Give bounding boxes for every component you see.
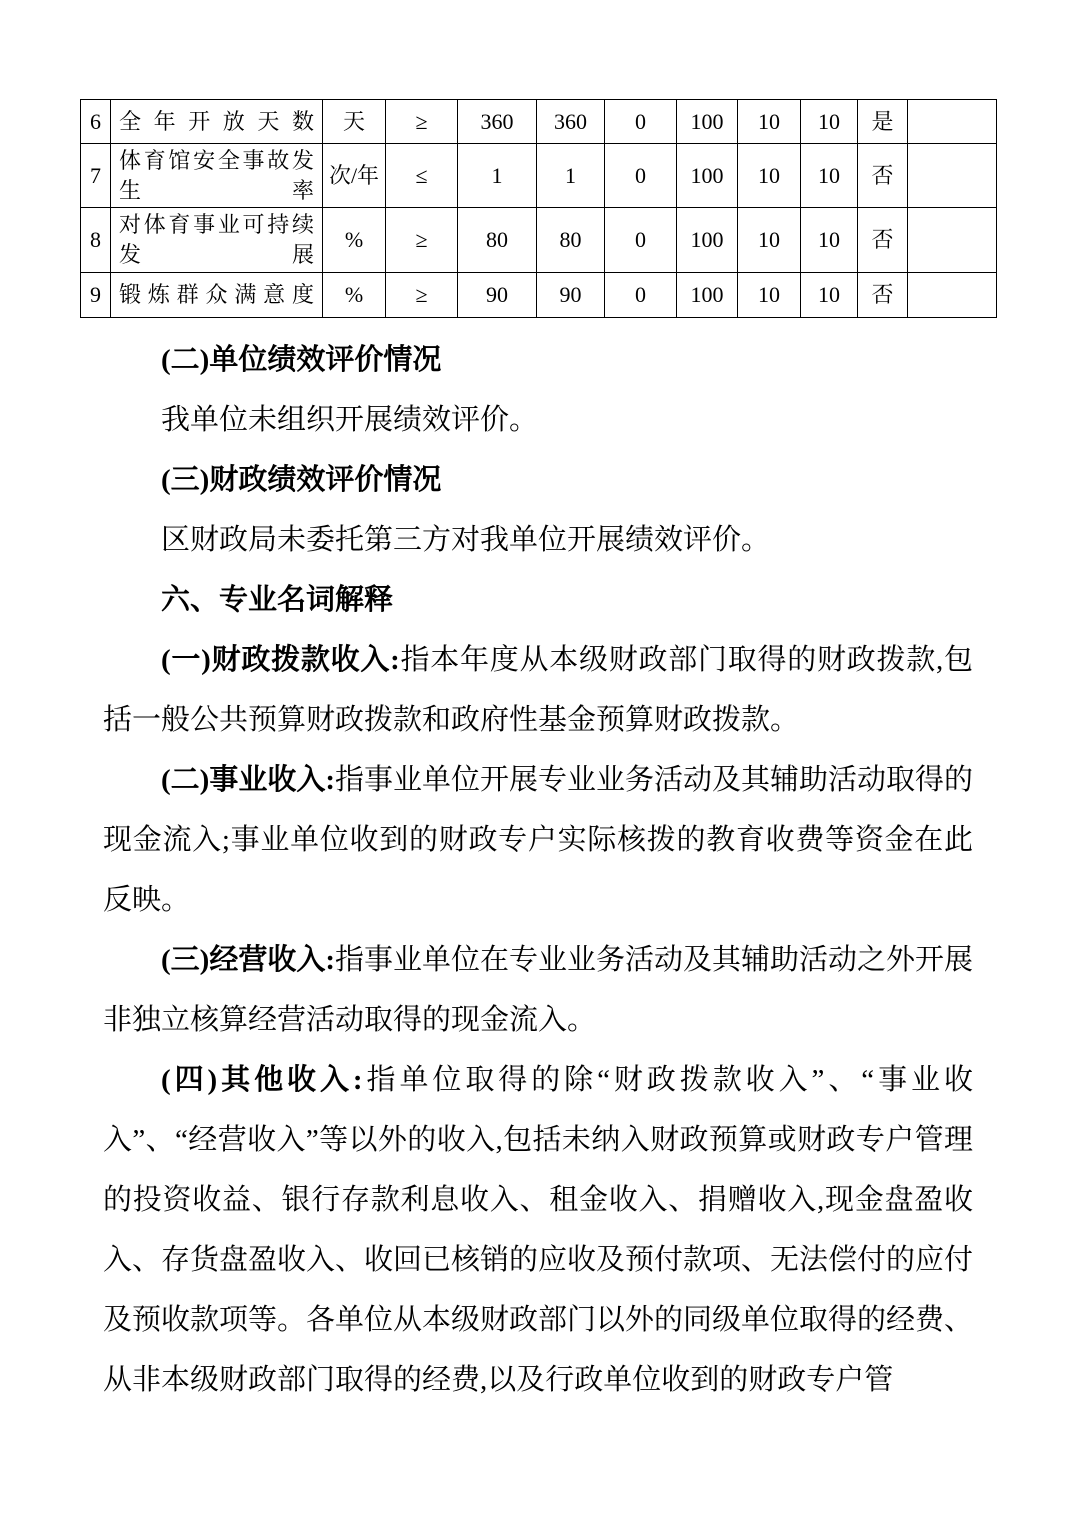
heading-text: (三)财政绩效评价情况: [161, 464, 442, 496]
indicator-value-cell: 360: [537, 100, 605, 144]
indicator-value-cell: 10: [801, 100, 858, 144]
paragraph-lead: (三)经营收入:: [161, 944, 335, 976]
indicator-value-cell: 10: [738, 100, 801, 144]
indicator-value-cell: 0: [605, 100, 677, 144]
paragraph-lead: (四)其他收入:: [161, 1064, 363, 1096]
row-number-cell: 7: [81, 144, 111, 208]
paragraph-text: 区财政局未委托第三方对我单位开展绩效评价。: [161, 524, 771, 556]
indicator-value-cell: 80: [537, 208, 605, 272]
indicator-value-cell: 否: [858, 144, 908, 208]
indicator-value-cell: 90: [537, 272, 605, 317]
paragraph: [103, 510, 973, 570]
indicator-value-cell: 100: [677, 144, 738, 208]
heading-text: 六、专业名词解释: [161, 584, 394, 616]
section-heading: [103, 330, 973, 390]
paragraph-lead: (二)事业收入:: [161, 764, 335, 796]
indicator-value-cell: %: [323, 272, 386, 317]
indicator-row: [81, 100, 997, 144]
indicator-value-cell: 100: [677, 272, 738, 317]
indicator-value-cell: 1: [537, 144, 605, 208]
heading-text: (二)单位绩效评价情况: [161, 344, 442, 376]
document-body: [103, 330, 973, 1410]
indicator-value-cell: 10: [801, 144, 858, 208]
paragraph-lead: (一)财政拨款收入:: [161, 644, 400, 676]
section-heading: [103, 450, 973, 510]
paragraph-text: 我单位未组织开展绩效评价。: [161, 404, 539, 436]
indicator-value-cell: 1: [458, 144, 537, 208]
indicator-value-cell: %: [323, 208, 386, 272]
indicator-value-cell: 10: [738, 272, 801, 317]
indicator-value-cell: 360: [458, 100, 537, 144]
indicator-value-cell: 0: [605, 144, 677, 208]
indicator-value-cell: 80: [458, 208, 537, 272]
indicator-value-cell: 否: [858, 208, 908, 272]
paragraph: [103, 630, 973, 750]
indicator-row: [81, 208, 997, 272]
indicator-value-cell: [908, 100, 997, 144]
indicator-value-cell: ≥: [386, 208, 458, 272]
paragraph: [103, 1050, 973, 1410]
indicator-value-cell: [908, 208, 997, 272]
indicator-value-cell: 否: [858, 272, 908, 317]
indicator-value-cell: 天: [323, 100, 386, 144]
row-number-cell: 8: [81, 208, 111, 272]
indicator-value-cell: 10: [738, 144, 801, 208]
indicator-value-cell: 是: [858, 100, 908, 144]
paragraph-text: 指本年度从本级财政部门取得的财政拨款,包括一般公共预算财政拨款和政府性基金预算财政拨款。: [103, 644, 973, 736]
paragraph: [103, 390, 973, 450]
indicator-value-cell: 100: [677, 100, 738, 144]
row-number-cell: 9: [81, 272, 111, 317]
indicator-name-cell: 体育馆安全事故发生率: [111, 144, 323, 208]
indicator-name-cell: 对体育事业可持续发展: [111, 208, 323, 272]
indicator-name-cell: 锻炼群众满意度: [111, 272, 323, 317]
indicator-row: [81, 144, 997, 208]
indicator-value-cell: 100: [677, 208, 738, 272]
indicator-value-cell: 10: [738, 208, 801, 272]
section-heading: [103, 570, 973, 630]
paragraph-text: 指事业单位开展专业业务活动及其辅助活动取得的现金流入;事业单位收到的财政专户实际核拨的教育收费等资金在此反映。: [103, 764, 973, 916]
indicator-value-cell: [908, 272, 997, 317]
indicator-value-cell: 10: [801, 208, 858, 272]
indicator-value-cell: 0: [605, 272, 677, 317]
indicator-value-cell: ≤: [386, 144, 458, 208]
paragraph-text: 指单位取得的除“财政拨款收入”、“事业收入”、“经营收入”等以外的收入,包括未纳入财政预算或财政专户管理的投资收益、银行存款利息收入、租金收入、捐赠收入,现金盘盈收入、存货盘盈收入、收回已核销的应收及预付款项、无法偿付的应付及预收款项等。各单位从本级财政部门以外的同级单位取得的经费、从非本级财政部门取得的经费,以及行政单位收到的财政专户管: [103, 1064, 974, 1396]
indicator-value-cell: [908, 144, 997, 208]
paragraph: [103, 750, 973, 930]
indicator-value-cell: ≥: [386, 100, 458, 144]
indicator-value-cell: 90: [458, 272, 537, 317]
indicator-value-cell: ≥: [386, 272, 458, 317]
indicator-value-cell: 0: [605, 208, 677, 272]
indicator-name-cell: 全年开放天数: [111, 100, 323, 144]
performance-indicator-table: [80, 99, 997, 318]
row-number-cell: 6: [81, 100, 111, 144]
indicator-table-body: [81, 100, 997, 318]
paragraph-text: 指事业单位在专业业务活动及其辅助活动之外开展非独立核算经营活动取得的现金流入。: [103, 944, 973, 1036]
indicator-row: [81, 272, 997, 317]
indicator-value-cell: 次/年: [323, 144, 386, 208]
paragraph: [103, 930, 973, 1050]
indicator-value-cell: 10: [801, 272, 858, 317]
